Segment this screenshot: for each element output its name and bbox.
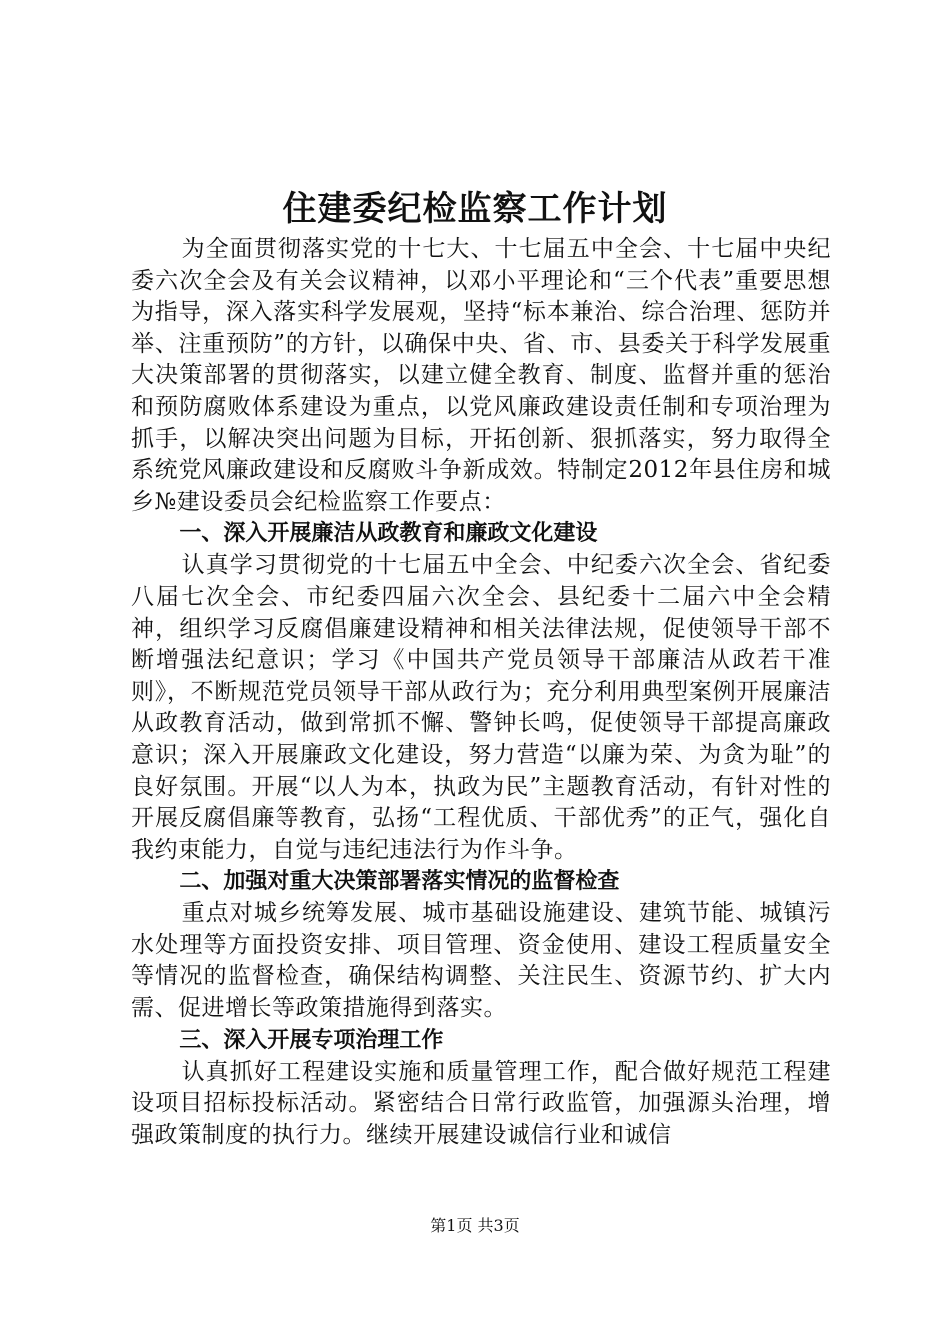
section-3-heading: 三、深入开展专项治理工作: [179, 1027, 444, 1053]
document-body: [131, 234, 831, 1151]
section-3-paragraph: 认真抓好工程建设实施和质量管理工作，配合做好规范工程建设项目招标投标活动。紧密结合日常行政监管，加强源头治理，增强政策制度的执行力。继续开展建设诚信行业和诚信: [131, 1058, 831, 1148]
section-2-heading: 二、加强对重大决策部署落实情况的监督检查: [179, 869, 620, 895]
section-2-paragraph: 重点对城乡统筹发展、城市基础设施建设、建筑节能、城镇污水处理等方面投资安排、项目管理、资金使用、建设工程质量安全等情况的监督检查，确保结构调整、关注民生、资源节约、扩大内需、促进增长等政策措施得到落实。: [131, 900, 831, 1022]
page-number-footer: 第1页 共3页: [430, 1216, 520, 1235]
intro-paragraph: 为全面贯彻落实党的十七大、十七届五中全会、十七届中央纪委六次全会及有关会议精神，以邓小平理论和“三个代表”重要思想为指导，深入落实科学发展观，坚持“标本兼治、综合治理、惩防并举、注重预防”的方针，以确保中央、省、市、县委关于科学发展重大决策部署的贯彻落实，以建立健全教育、制度、监督并重的惩治和预防腐败体系建设为重点，以党风廉政建设责任制和专项治理为抓手，以解决突出问题为目标，开拓创新、狠抓落实，努力取得全系统党风廉政建设和反腐败斗争新成效。特制定2012年县住房和城乡№建设委员会纪检监察工作要点：: [131, 236, 831, 515]
section-1-heading: 一、深入开展廉洁从政教育和廉政文化建设: [179, 521, 598, 547]
document-title: 住建委纪检监察工作计划: [282, 189, 668, 229]
section-1-paragraph: 认真学习贯彻党的十七届五中全会、中纪委六次全会、省纪委八届七次全会、市纪委四届六次全会、县纪委十二届六中全会精神，组织学习反腐倡廉建设精神和相关法律法规，促使领导干部不断增强法纪意识；学习《中国共产党员领导干部廉洁从政若干准则》，不断规范党员领导干部从政行为；充分利用典型案例开展廉洁从政教育活动，做到常抓不懈、警钟长鸣，促使领导干部提高廉政意识；深入开展廉政文化建设，努力营造“以廉为荣、为贪为耻”的良好氛围。开展“以人为本，执政为民”主题教育活动，有针对性的开展反腐倡廉等教育，弘扬“工程优质、干部优秀”的正气，强化自我约束能力，自觉与违纪违法行为作斗争。: [131, 552, 831, 863]
